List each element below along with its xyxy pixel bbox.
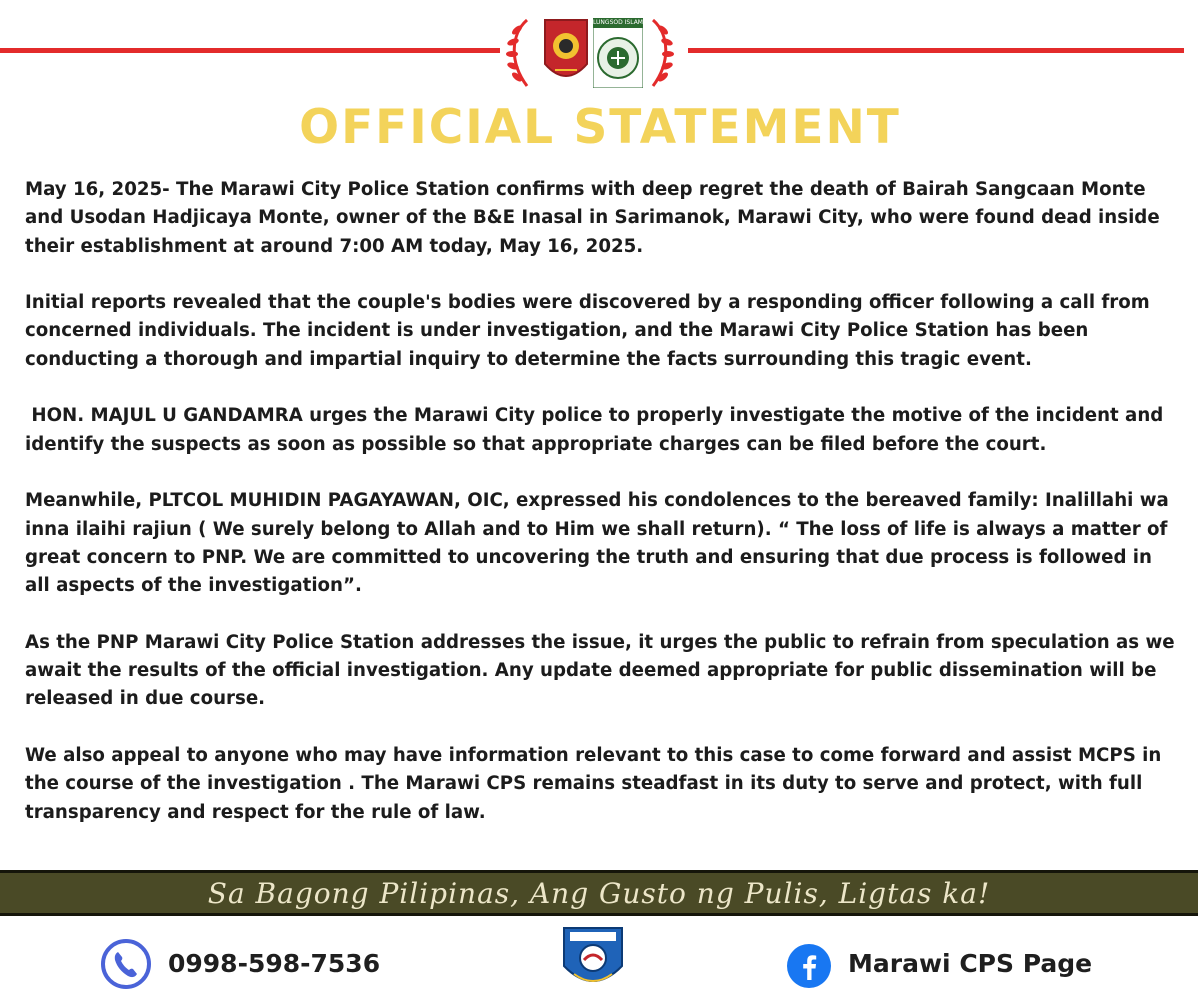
header-divider-left [0, 48, 500, 53]
header-emblems [505, 10, 675, 90]
statement-paragraph: May 16, 2025- The Marawi City Police Station confirms with deep regret the death of Bairah Sangcaan Monte and Usodan Hadjicaya Monte, owner of the B&E Inasal in Sarimanok, Marawi City, who were found dead inside their establishment at around 7:00 AM today, May 16, 2025. [25, 179, 1167, 257]
pnp-badge-icon [541, 16, 591, 90]
phone-icon[interactable] [100, 938, 152, 990]
laurel-right-icon [647, 16, 675, 90]
marawi-city-seal-icon [593, 18, 643, 88]
seal-banner-text: LUNGSOD ISLAM [593, 19, 643, 26]
statement-paragraph: Meanwhile, PLTCOL MUHIDIN PAGAYAWAN, OIC, expressed his condolences to the bereaved family: Inalillahi wa inna ilaihi rajiun ( We surely belong to Allah and to Him we shall return). “ The loss of life is always a matter of great concern to PNP. We are committed to uncovering the truth and ensuring that due process is followed in all aspects of the investigation”. [25, 490, 1176, 597]
facebook-icon[interactable] [785, 942, 833, 990]
statement-body [25, 176, 1180, 855]
slogan-bar [0, 870, 1198, 916]
marawi-cps-station-logo-icon [560, 922, 626, 996]
phone-number[interactable]: 0998-598-7536 [168, 949, 381, 978]
header-divider-right [688, 48, 1184, 53]
page-title: OFFICIAL STATEMENT [299, 100, 901, 155]
laurel-left-icon [505, 16, 533, 90]
statement-paragraph: As the PNP Marawi City Police Station addresses the issue, it urges the public to refrain from speculation as we await the results of the official investigation. Any update deemed appropriate for public dissemination will be released in due course. [25, 631, 1181, 710]
facebook-page-link[interactable]: Marawi CPS Page [848, 949, 1093, 978]
statement-paragraph: We also appeal to anyone who may have information relevant to this case to come forward and assist MCPS in the course of the investigation . The Marawi CPS remains steadfast in its duty to serve and protect, with full transparency and respect for the rule of law. [25, 744, 1168, 823]
statement-paragraph: HON. MAJUL U GANDAMRA urges the Marawi City police to properly investigate the motive of the incident and identify the suspects as soon as possible so that appropriate charges can be filed before the court. [25, 405, 1170, 455]
statement-paragraph: Initial reports revealed that the couple's bodies were discovered by a responding officer following a call from concerned individuals. The incident is under investigation, and the Marawi City Police Station has been conducting a thorough and impartial inquiry to determine the facts surrounding this tragic event. [25, 292, 1157, 370]
slogan-text: Sa Bagong Pilipinas, Ang Gusto ng Pulis, Ligtas ka! [207, 877, 991, 910]
